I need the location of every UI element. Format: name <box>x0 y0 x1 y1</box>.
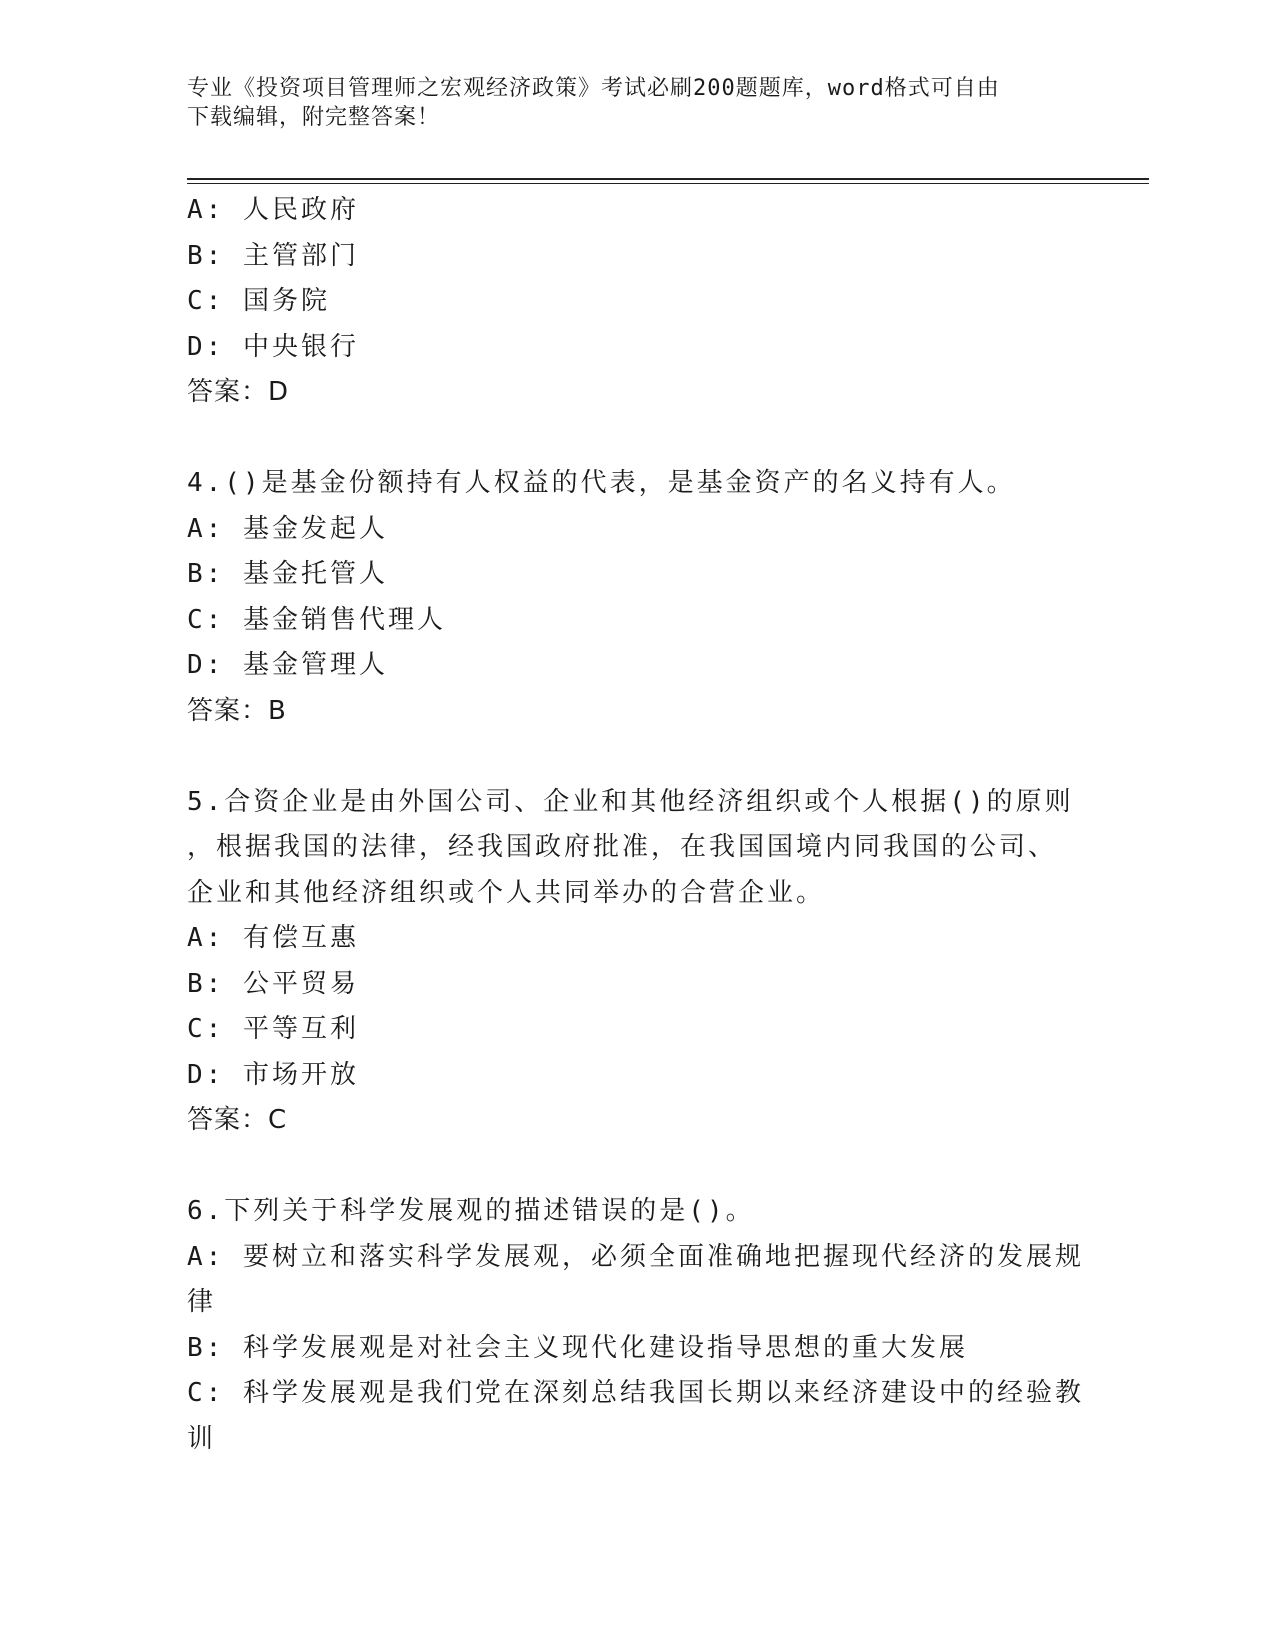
option-d: D: 基金管理人 <box>187 650 388 680</box>
question-gap <box>187 416 1087 462</box>
option-b: B: 主管部门 <box>187 240 359 271</box>
option-b: B: 基金托管人 <box>187 559 388 589</box>
option-a: A: 人民政府 <box>187 195 359 225</box>
option-c-line-2: 训 <box>187 1423 217 1454</box>
question-6 <box>187 1189 1087 1462</box>
question-gap <box>187 1144 1087 1190</box>
question-3-tail <box>187 188 1087 416</box>
question-5 <box>187 780 1087 1144</box>
document-header <box>187 74 1067 132</box>
option-b: B: 公平贸易 <box>187 968 359 999</box>
question-text: 6.下列关于科学发展观的描述错误的是()。 <box>187 1196 755 1226</box>
option-b: B: 科学发展观是对社会主义现代化建设指导思想的重大发展 <box>187 1332 968 1363</box>
header-divider-thin <box>187 183 1149 184</box>
question-4 <box>187 461 1087 734</box>
option-a: A: 基金发起人 <box>187 513 388 544</box>
option-c: C: 基金销售代理人 <box>187 604 446 635</box>
option-c: C: 平等互利 <box>187 1014 359 1044</box>
option-c-line-1: C: 科学发展观是我们党在深刻总结我国长期以来经济建设中的经验教 <box>187 1378 1084 1408</box>
answer-line: 答案：D <box>187 377 290 407</box>
question-text-line-3: 企业和其他经济组织或个人共同举办的合营企业。 <box>187 877 826 908</box>
option-d: D: 中央银行 <box>187 331 359 362</box>
question-text-line-2: ，根据我国的法律，经我国政府批准，在我国国境内同我国的公司、 <box>187 832 1058 862</box>
header-line-2: 下载编辑，附完整答案！ <box>187 105 441 130</box>
option-c: C: 国务院 <box>187 286 330 316</box>
header-line-1: 专业《投资项目管理师之宏观经济政策》考试必刷200题题库，word格式可自由 <box>187 76 1000 101</box>
answer-line: 答案：C <box>187 1105 288 1135</box>
answer-line: 答案：B <box>187 695 287 726</box>
question-gap <box>187 734 1087 780</box>
option-a-line-1: A: 要树立和落实科学发展观，必须全面准确地把握现代经济的发展规 <box>187 1241 1084 1272</box>
option-d: D: 市场开放 <box>187 1059 359 1090</box>
option-a: A: 有偿互惠 <box>187 923 359 953</box>
question-text: 4.()是基金份额持有人权益的代表，是基金资产的名义持有人。 <box>187 468 1016 498</box>
header-divider-thick <box>187 178 1149 180</box>
question-content <box>187 188 1087 1462</box>
question-text-line-1: 5.合资企业是由外国公司、企业和其他经济组织或个人根据()的原则 <box>187 786 1074 817</box>
option-a-line-2: 律 <box>187 1287 217 1317</box>
